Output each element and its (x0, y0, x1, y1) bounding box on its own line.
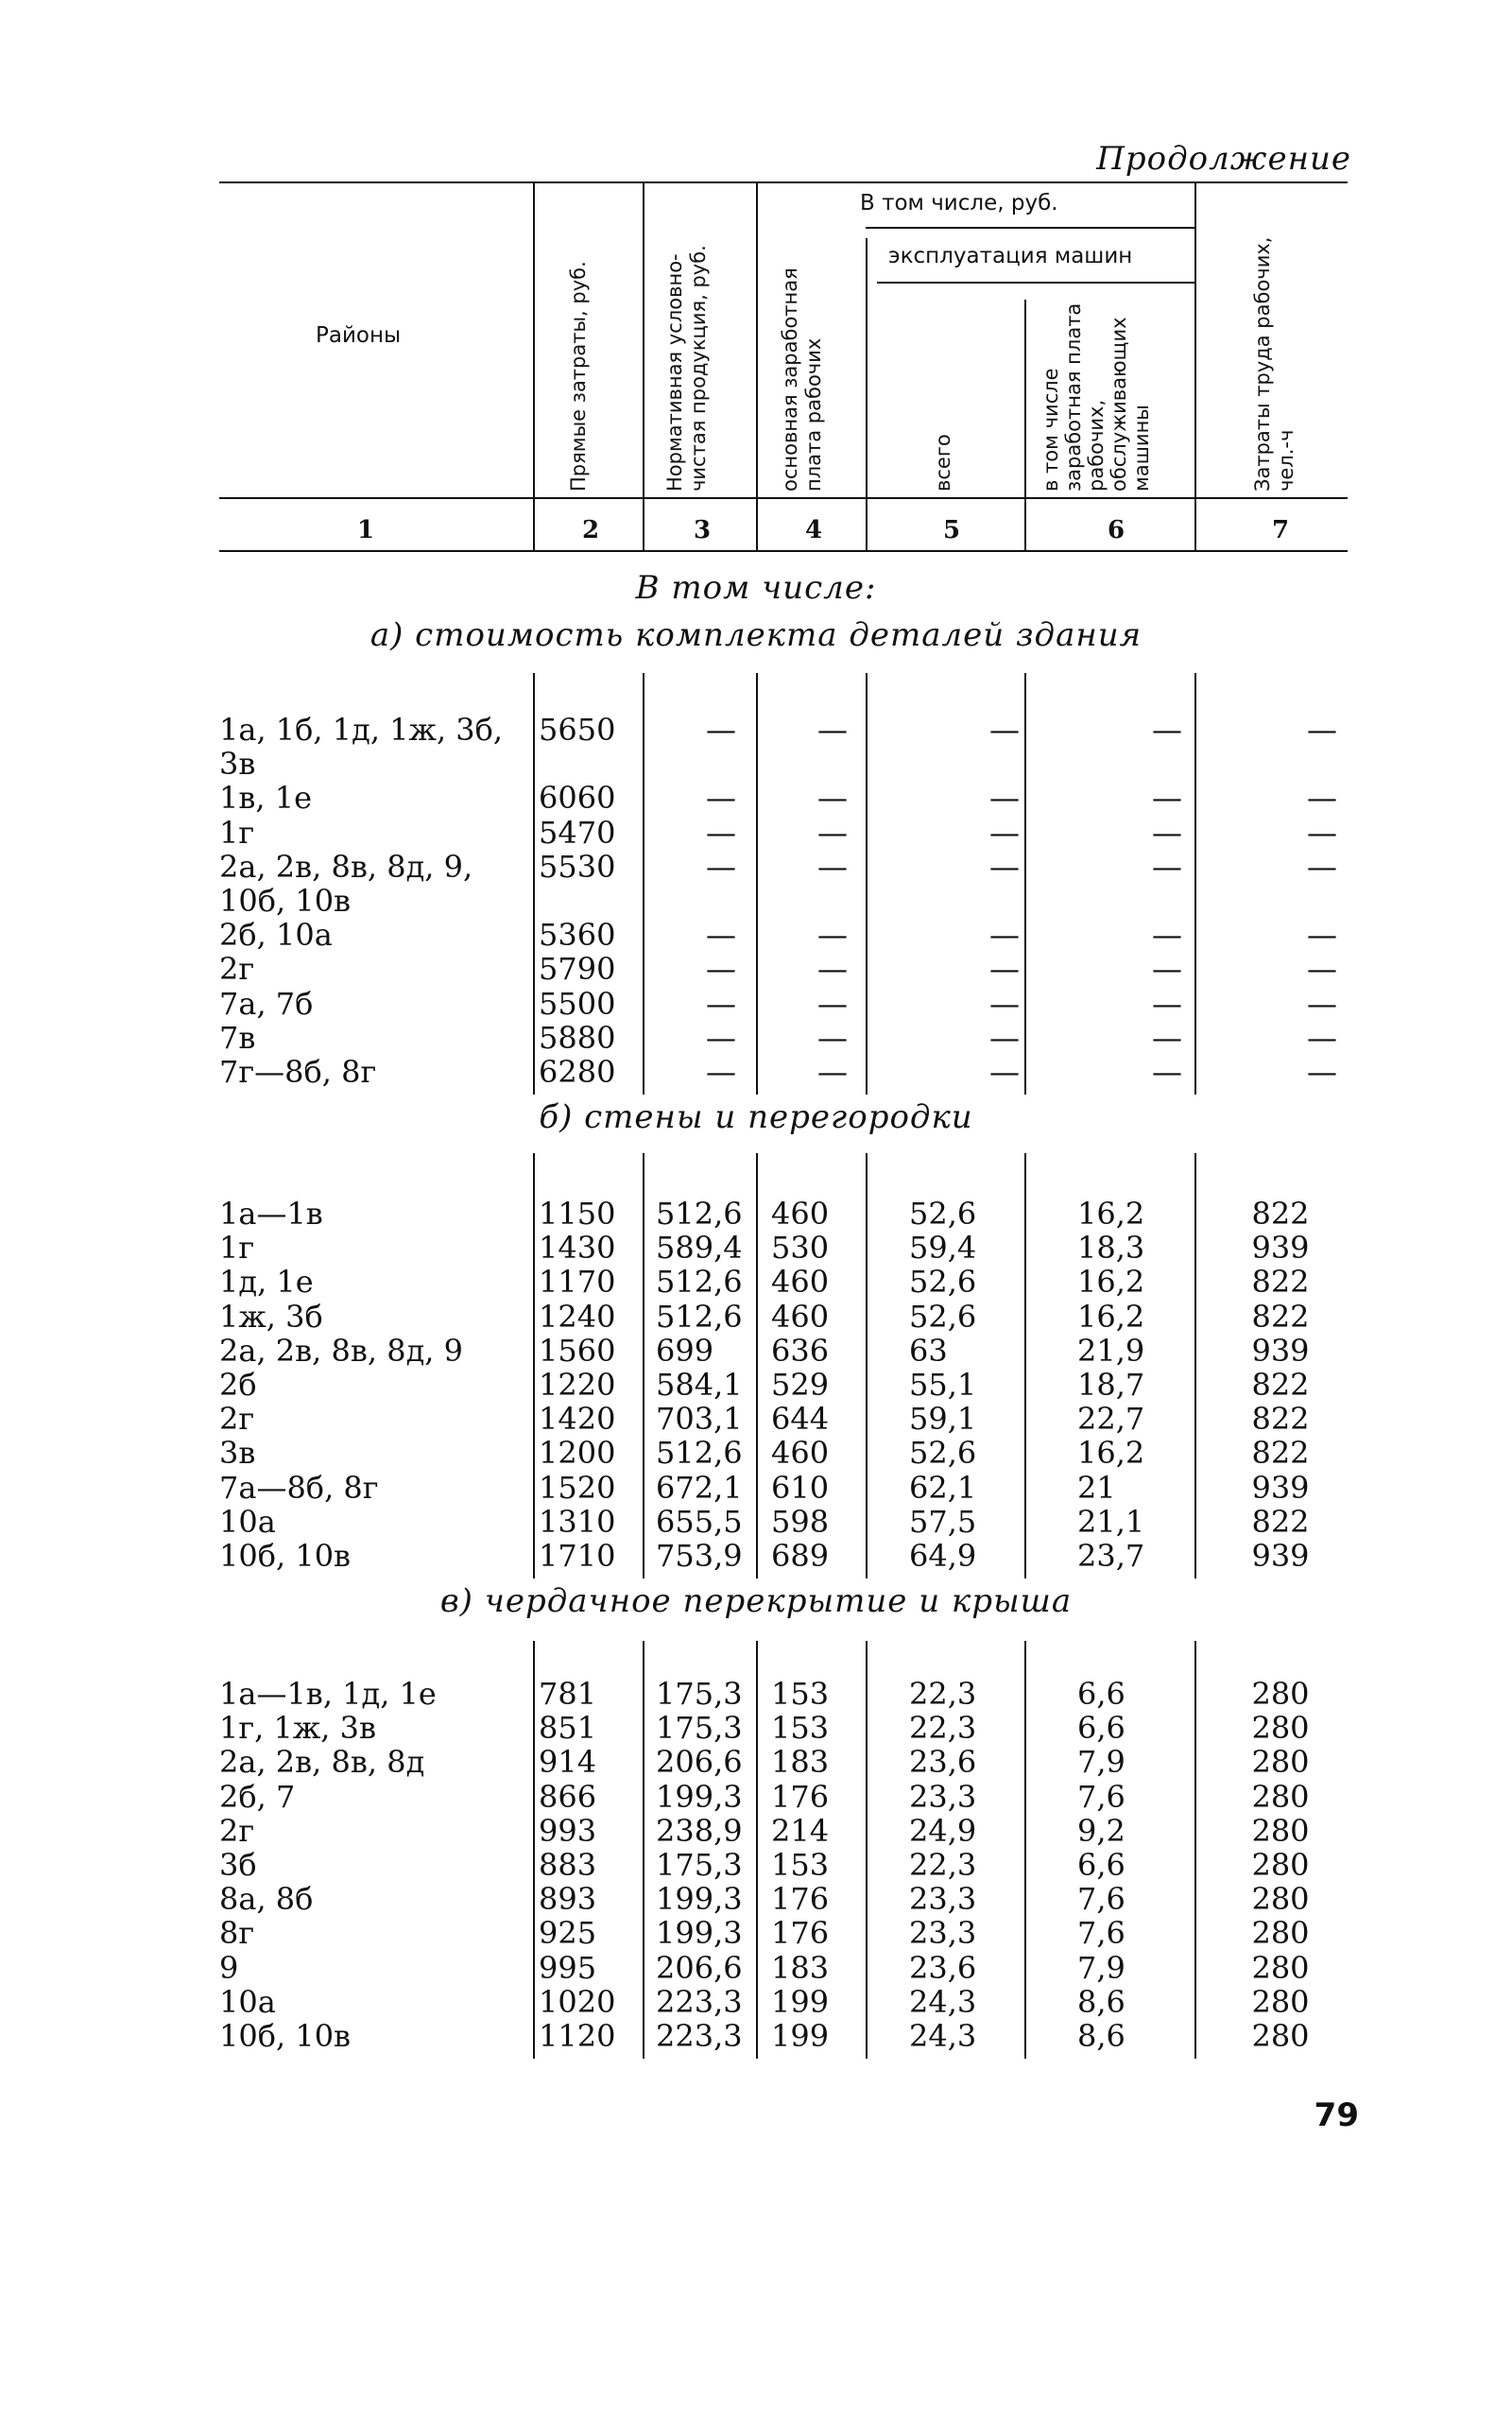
cell-machine-wage: 16,2 (1077, 1196, 1145, 1232)
cell-machine-wage: 23,7 (1077, 1538, 1145, 1574)
cell-machine-total: 57,5 (909, 1503, 977, 1540)
cell-machine-total: — (989, 985, 1020, 1022)
cell-machine-wage: 22,7 (1077, 1401, 1145, 1438)
cell-district: 10б, 10в (219, 1538, 352, 1574)
cell-direct-costs: 995 (539, 1949, 597, 1986)
cell-base-wage: 610 (771, 1469, 830, 1506)
cell-district: 3в (219, 1435, 256, 1472)
cell-machine-wage: — (1152, 1019, 1182, 1056)
cell-district: 8а, 8б (219, 1881, 314, 1918)
cell-normative: 238,9 (656, 1812, 743, 1849)
cell-machine-wage: 21,9 (1077, 1332, 1145, 1369)
cell-district: 2б, 10а (219, 917, 333, 954)
cell-labor: 280 (1251, 1847, 1310, 1883)
cell-direct-costs: 1120 (539, 2018, 616, 2054)
cell-labor: 280 (1251, 1983, 1310, 2020)
cell-machine-total: 52,6 (909, 1264, 977, 1301)
cell-direct-costs: 1240 (539, 1298, 616, 1335)
cell-normative: — (706, 917, 736, 954)
header-machine-operation: эксплуатация машин (888, 244, 1133, 268)
cell-base-wage: 199 (771, 1983, 830, 2020)
cell-machine-total: 59,4 (909, 1230, 977, 1267)
cell-machine-total: 63 (909, 1332, 948, 1369)
cell-machine-wage: 18,3 (1077, 1230, 1145, 1267)
header-machine-wage: в том числе заработная плата рабочих, обслуживающих машины (1040, 302, 1153, 492)
cell-normative: 672,1 (656, 1469, 743, 1506)
cell-direct-costs: 925 (539, 1915, 597, 1952)
cell-machine-total: 52,6 (909, 1196, 977, 1232)
cell-district: 10а (219, 1503, 276, 1540)
cell-district: 1а—1в, 1д, 1е (219, 1676, 437, 1712)
cell-normative: — (706, 1019, 736, 1056)
cell-machine-wage: 7,6 (1077, 1881, 1125, 1918)
cell-machine-wage: 7,9 (1077, 1744, 1125, 1781)
cell-district: 3б (219, 1847, 257, 1883)
cell-machine-total: 22,3 (909, 1847, 977, 1883)
table-row (219, 1505, 1348, 1539)
cell-district: 9 (219, 1949, 239, 1986)
cell-normative: 199,3 (656, 1778, 743, 1815)
cell-normative: 753,9 (656, 1538, 743, 1574)
cell-district: 2б, 7 (219, 1778, 296, 1815)
table-row (219, 1402, 1348, 1436)
cell-base-wage: 530 (771, 1230, 830, 1267)
cell-labor: — (1307, 814, 1337, 851)
cell-direct-costs: 1430 (539, 1230, 616, 1267)
col-number: 3 (693, 516, 712, 544)
cell-normative: 199,3 (656, 1881, 743, 1918)
cell-district: 10б, 10в (219, 883, 352, 919)
cell-labor: 822 (1251, 1503, 1310, 1540)
cell-district: 2б (219, 1367, 257, 1403)
cell-district: 1д, 1е (219, 1264, 314, 1301)
header-base-wage: основная заработная плата рабочих (779, 267, 825, 492)
cell-machine-wage: — (1152, 712, 1182, 748)
cell-labor: 280 (1251, 1881, 1310, 1918)
cell-district: 7г—8б, 8г (219, 1054, 377, 1090)
table-row (219, 1368, 1348, 1402)
cell-normative: 175,3 (656, 1847, 743, 1883)
cell-labor: — (1307, 1019, 1337, 1056)
col-number: 1 (356, 516, 375, 544)
cell-base-wage: 176 (771, 1915, 830, 1952)
cell-labor: 822 (1251, 1298, 1310, 1335)
cell-labor: — (1307, 985, 1337, 1022)
cell-labor: 280 (1251, 1710, 1310, 1747)
table-row (219, 1300, 1348, 1334)
cell-district: 1а, 1б, 1д, 1ж, 3б, (219, 712, 504, 748)
header-bottom-rule (219, 550, 1348, 552)
cell-base-wage: 153 (771, 1710, 830, 1747)
cell-base-wage: — (817, 814, 848, 851)
cell-base-wage: 214 (771, 1812, 830, 1849)
cell-district: 10а (219, 1983, 276, 2020)
cell-direct-costs: 1020 (539, 1983, 616, 2020)
cell-base-wage: — (817, 780, 848, 817)
cell-direct-costs: 5360 (539, 917, 616, 954)
cell-machine-wage: — (1152, 951, 1182, 988)
cell-district: 2а, 2в, 8в, 8д, 9 (219, 1332, 463, 1369)
cell-labor: 822 (1251, 1264, 1310, 1301)
cell-machine-total: — (989, 848, 1020, 885)
header-labor: Затраты труда рабочих, чел.-ч (1251, 236, 1297, 492)
cell-direct-costs: 5500 (539, 985, 616, 1022)
cell-labor: — (1307, 780, 1337, 817)
cell-machine-total: 52,6 (909, 1298, 977, 1335)
cell-machine-total: — (989, 951, 1020, 988)
cell-direct-costs: 1520 (539, 1469, 616, 1506)
cell-machine-total: — (989, 814, 1020, 851)
cell-base-wage: 183 (771, 1744, 830, 1781)
cell-normative: 512,6 (656, 1298, 743, 1335)
cell-direct-costs: 5530 (539, 848, 616, 885)
cell-district: 1ж, 3б (219, 1298, 323, 1335)
cell-base-wage: 689 (771, 1538, 830, 1574)
cell-district: 1г (219, 814, 255, 851)
table-row (219, 952, 1348, 986)
cell-machine-total: 22,3 (909, 1676, 977, 1712)
cell-normative: 655,5 (656, 1503, 743, 1540)
section-c-caption: в) чердачное перекрытие и крыша (439, 1582, 1073, 1620)
cell-machine-total: — (989, 712, 1020, 748)
continued-label: Продолжение (1096, 140, 1351, 178)
cell-machine-wage: — (1152, 780, 1182, 817)
cell-machine-total: 24,9 (909, 1812, 977, 1849)
cell-machine-total: 59,1 (909, 1401, 977, 1438)
cell-machine-total: 23,3 (909, 1778, 977, 1815)
table-row (219, 884, 1348, 918)
cell-base-wage: — (817, 1054, 848, 1090)
cell-base-wage: 644 (771, 1401, 830, 1438)
cell-normative: 199,3 (656, 1915, 743, 1952)
cell-labor: 280 (1251, 1915, 1310, 1952)
cell-district: 2г (219, 1401, 255, 1438)
cell-machine-total: 23,6 (909, 1949, 977, 1986)
cell-labor: 280 (1251, 2018, 1310, 2054)
table-row (219, 2019, 1348, 2053)
cell-machine-wage: — (1152, 985, 1182, 1022)
cell-normative: — (706, 951, 736, 988)
section-b-table (219, 1153, 1348, 1578)
table-row (219, 1916, 1348, 1950)
cell-normative: 206,6 (656, 1949, 743, 1986)
cell-district: 2а, 2в, 8в, 8д, 9, (219, 848, 473, 885)
cell-district: 7а—8б, 8г (219, 1469, 379, 1506)
table-header (219, 181, 1348, 552)
cell-labor: 822 (1251, 1196, 1310, 1232)
col-number: 5 (942, 516, 961, 544)
cell-district: 1а—1в (219, 1196, 323, 1232)
cell-labor: — (1307, 951, 1337, 988)
header-divider (533, 181, 535, 550)
header-top-rule (219, 181, 1348, 183)
cell-direct-costs: 883 (539, 1847, 597, 1883)
cell-base-wage: 460 (771, 1196, 830, 1232)
cell-district: 1в, 1е (219, 780, 313, 817)
table-row (219, 747, 1348, 781)
cell-normative: — (706, 814, 736, 851)
cell-machine-wage: — (1152, 814, 1182, 851)
cell-direct-costs: 993 (539, 1812, 597, 1849)
table-row (219, 850, 1348, 884)
cell-labor: — (1307, 712, 1337, 748)
section-a-caption: а) стоимость комплекта деталей здания (369, 616, 1143, 654)
col-number: 2 (581, 516, 600, 544)
cell-normative: 584,1 (656, 1367, 743, 1403)
cell-machine-wage: — (1152, 1054, 1182, 1090)
header-normative: Нормативная условно-чистая продукция, руб. (663, 245, 710, 492)
including-caption: В том числе: (635, 569, 877, 607)
header-mid-rule (219, 497, 1348, 499)
cell-machine-wage: 8,6 (1077, 1983, 1125, 2020)
cell-machine-wage: 6,6 (1077, 1847, 1125, 1883)
table-row (219, 781, 1348, 815)
cell-normative: — (706, 848, 736, 885)
cell-base-wage: — (817, 848, 848, 885)
cell-base-wage: 199 (771, 2018, 830, 2054)
table-row (219, 1951, 1348, 1985)
cell-machine-total: 23,3 (909, 1915, 977, 1952)
cell-machine-total: 22,3 (909, 1710, 977, 1747)
cell-direct-costs: 5470 (539, 814, 616, 851)
header-total: всего (932, 434, 954, 492)
cell-district: 3в (219, 746, 256, 783)
table-row (219, 1265, 1348, 1299)
cell-direct-costs: 851 (539, 1710, 597, 1747)
cell-normative: 699 (656, 1332, 714, 1369)
cell-base-wage: 636 (771, 1332, 830, 1369)
cell-machine-total: 64,9 (909, 1538, 977, 1574)
cell-machine-wage: 6,6 (1077, 1710, 1125, 1747)
cell-base-wage: 176 (771, 1778, 830, 1815)
cell-labor: 280 (1251, 1676, 1310, 1712)
cell-labor: 939 (1251, 1469, 1310, 1506)
cell-machine-total: 24,3 (909, 2018, 977, 2054)
cell-normative: 223,3 (656, 1983, 743, 2020)
cell-machine-total: 23,3 (909, 1881, 977, 1918)
cell-direct-costs: 1170 (539, 1264, 616, 1301)
cell-district: 7в (219, 1019, 256, 1056)
cell-base-wage: — (817, 951, 848, 988)
cell-direct-costs: 1220 (539, 1367, 616, 1403)
table-row (219, 1471, 1348, 1505)
cell-direct-costs: 5650 (539, 712, 616, 748)
cell-labor: 822 (1251, 1401, 1310, 1438)
machine-rule (877, 282, 1194, 284)
cell-machine-wage: 8,6 (1077, 2018, 1125, 2054)
cell-machine-total: 23,6 (909, 1744, 977, 1781)
section-b-caption: б) стены и перегородки (539, 1098, 973, 1136)
including-rule (866, 227, 1194, 229)
section-a-table (219, 673, 1348, 1095)
table-row (219, 1882, 1348, 1916)
cell-district: 1г, 1ж, 3в (219, 1710, 376, 1747)
cell-labor: 939 (1251, 1538, 1310, 1574)
header-divider (643, 181, 644, 550)
cell-normative: 223,3 (656, 2018, 743, 2054)
table-row (219, 1197, 1348, 1231)
table-row (219, 1055, 1348, 1089)
header-divider (1194, 181, 1196, 550)
col-number: 7 (1271, 516, 1290, 544)
cell-machine-total: — (989, 780, 1020, 817)
header-including: В том числе, руб. (860, 191, 1058, 216)
cell-machine-wage: 18,7 (1077, 1367, 1145, 1403)
cell-base-wage: 460 (771, 1298, 830, 1335)
cell-labor: 939 (1251, 1230, 1310, 1267)
table-row (219, 1231, 1348, 1265)
cell-district: 8г (219, 1915, 255, 1952)
cell-direct-costs: 1310 (539, 1503, 616, 1540)
cell-direct-costs: 781 (539, 1676, 597, 1712)
cell-machine-wage: 21,1 (1077, 1503, 1145, 1540)
cell-base-wage: 598 (771, 1503, 830, 1540)
header-direct-costs: Прямые затраты, руб. (567, 261, 590, 492)
cell-labor: — (1307, 1054, 1337, 1090)
table-row (219, 1021, 1348, 1055)
cell-labor: 822 (1251, 1367, 1310, 1403)
cell-direct-costs: 866 (539, 1778, 597, 1815)
cell-district: 2а, 2в, 8в, 8д (219, 1744, 425, 1781)
cell-direct-costs: 1150 (539, 1196, 616, 1232)
header-divider (1024, 300, 1026, 550)
cell-labor: 939 (1251, 1332, 1310, 1369)
cell-base-wage: — (817, 1019, 848, 1056)
cell-base-wage: 460 (771, 1435, 830, 1472)
table-row (219, 713, 1348, 747)
col-number: 6 (1107, 516, 1125, 544)
cell-base-wage: 183 (771, 1949, 830, 1986)
table-row (219, 816, 1348, 850)
cell-direct-costs: 1200 (539, 1435, 616, 1472)
page-number: 79 (1314, 2096, 1359, 2134)
table-row (219, 1745, 1348, 1779)
cell-district: 10б, 10в (219, 2018, 352, 2054)
table-row (219, 1848, 1348, 1882)
cell-base-wage: — (817, 712, 848, 748)
cell-normative: — (706, 985, 736, 1022)
cell-normative: — (706, 780, 736, 817)
cell-machine-total: 52,6 (909, 1435, 977, 1472)
cell-machine-wage: — (1152, 917, 1182, 954)
cell-normative: 512,6 (656, 1264, 743, 1301)
section-c-table (219, 1641, 1348, 2059)
cell-normative: — (706, 712, 736, 748)
cell-direct-costs: 6060 (539, 780, 616, 817)
cell-normative: 512,6 (656, 1435, 743, 1472)
cell-direct-costs: 6280 (539, 1054, 616, 1090)
cell-base-wage: — (817, 917, 848, 954)
cell-base-wage: 153 (771, 1847, 830, 1883)
table-row (219, 1334, 1348, 1368)
cell-direct-costs: 5790 (539, 951, 616, 988)
cell-labor: 280 (1251, 1744, 1310, 1781)
cell-machine-wage: 16,2 (1077, 1298, 1145, 1335)
cell-direct-costs: 1560 (539, 1332, 616, 1369)
cell-district: 7а, 7б (219, 985, 314, 1022)
header-divider (756, 181, 758, 550)
cell-machine-wage: 7,6 (1077, 1778, 1125, 1815)
cell-direct-costs: 914 (539, 1744, 597, 1781)
cell-machine-total: 55,1 (909, 1367, 977, 1403)
cell-machine-wage: 16,2 (1077, 1264, 1145, 1301)
cell-direct-costs: 1420 (539, 1401, 616, 1438)
cell-base-wage: — (817, 985, 848, 1022)
table-row (219, 1985, 1348, 2019)
cell-base-wage: 153 (771, 1676, 830, 1712)
cell-machine-total: 62,1 (909, 1469, 977, 1506)
header-districts: Районы (316, 323, 402, 348)
table-row (219, 1780, 1348, 1814)
table-row (219, 918, 1348, 952)
cell-labor: — (1307, 917, 1337, 954)
cell-normative: 512,6 (656, 1196, 743, 1232)
cell-labor: 822 (1251, 1435, 1310, 1472)
cell-normative: 206,6 (656, 1744, 743, 1781)
cell-machine-total: — (989, 1054, 1020, 1090)
cell-labor: — (1307, 848, 1337, 885)
cell-direct-costs: 5880 (539, 1019, 616, 1056)
cell-machine-wage: 7,6 (1077, 1915, 1125, 1952)
col-number: 4 (804, 516, 823, 544)
cell-machine-total: — (989, 1019, 1020, 1056)
cell-base-wage: 176 (771, 1881, 830, 1918)
cell-direct-costs: 893 (539, 1881, 597, 1918)
cell-normative: 703,1 (656, 1401, 743, 1438)
table-row (219, 1814, 1348, 1848)
cell-normative: 175,3 (656, 1710, 743, 1747)
cell-machine-wage: 9,2 (1077, 1812, 1125, 1849)
cell-district: 2г (219, 951, 255, 988)
cell-labor: 280 (1251, 1812, 1310, 1849)
table-row (219, 1436, 1348, 1470)
cell-machine-total: 24,3 (909, 1983, 977, 2020)
cell-labor: 280 (1251, 1949, 1310, 1986)
cell-district: 2г (219, 1812, 255, 1849)
header-divider (866, 238, 868, 550)
cell-normative: 175,3 (656, 1676, 743, 1712)
cell-machine-wage: 21 (1077, 1469, 1116, 1506)
cell-base-wage: 529 (771, 1367, 830, 1403)
table-row (219, 1711, 1348, 1745)
cell-machine-wage: 6,6 (1077, 1676, 1125, 1712)
cell-normative: — (706, 1054, 736, 1090)
cell-labor: 280 (1251, 1778, 1310, 1815)
cell-machine-total: — (989, 917, 1020, 954)
cell-district: 1г (219, 1230, 255, 1267)
table-row (219, 987, 1348, 1021)
cell-machine-wage: 16,2 (1077, 1435, 1145, 1472)
cell-direct-costs: 1710 (539, 1538, 616, 1574)
table-row (219, 1539, 1348, 1573)
table-row (219, 1677, 1348, 1711)
cell-machine-wage: — (1152, 848, 1182, 885)
cell-base-wage: 460 (771, 1264, 830, 1301)
cell-machine-wage: 7,9 (1077, 1949, 1125, 1986)
cell-normative: 589,4 (656, 1230, 743, 1267)
